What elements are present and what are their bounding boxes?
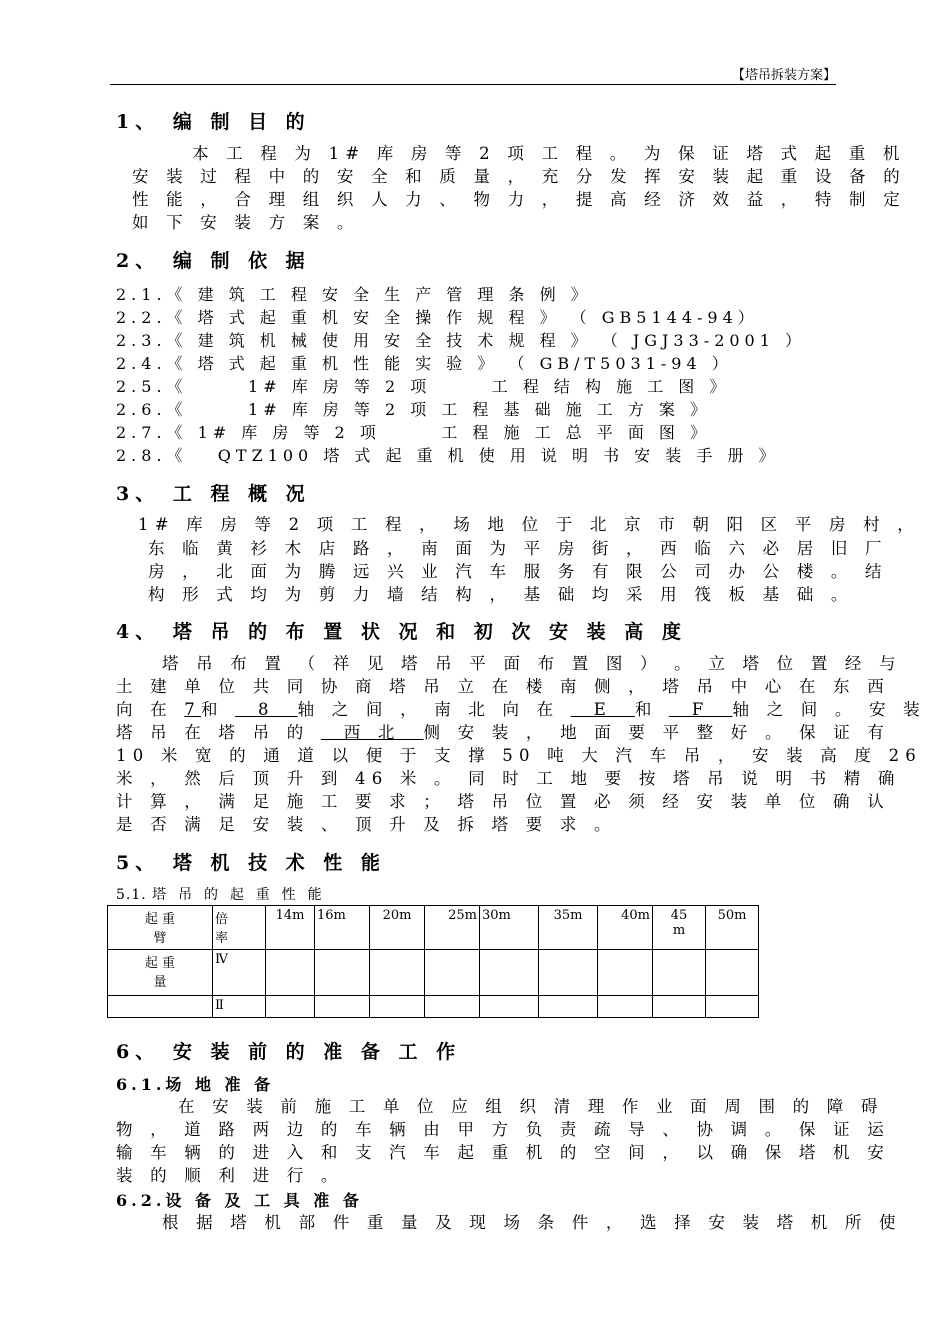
s3-line-4: 构 形 式 均 为 剪 力 墙 结 构 ， 基 础 均 采 用 筏 板 基 础 。 — [148, 585, 854, 604]
s6-p1-line-1: 在 安 装 前 施 工 单 位 应 组 织 清 理 作 业 面 周 围 的 障 碍 — [178, 1097, 884, 1116]
section-6-title: 6、 安 装 前 的 准 备 工 作 — [116, 1041, 462, 1063]
page-header: 【塔吊拆装方案】 — [110, 64, 836, 85]
s4-line-8: 是 否 满 足 安 装 、 顶 升 及 拆 塔 要 求 。 — [116, 815, 617, 834]
table-header-cell: 50m — [706, 906, 759, 950]
s6-p2-line-1: 根 据 塔 机 部 件 重 量 及 现 场 条 件 ， 选 择 安 装 塔 机 所 使 — [162, 1213, 902, 1232]
s6-p1-line-3: 输 车 辆 的 进 入 和 支 汽 车 起 重 机 的 空 间 ， 以 确 保 塔 机 安 — [116, 1143, 890, 1162]
s6-sub-1: 6.1.场 地 准 备 — [116, 1075, 275, 1094]
basis-item: 2.1.《 建 筑 工 程 安 全 生 产 管 理 条 例 》 — [116, 285, 592, 304]
table-header-cell: 20m — [370, 906, 425, 950]
s1-line-3: 性 能 ， 合 理 组 织 人 力 、 物 力 ， 提 高 经 济 效 益 ， 特 制 定 — [132, 190, 906, 209]
table-header-cell: 30m — [480, 906, 539, 950]
lifting-performance-table — [107, 905, 759, 1018]
s4-line-5: 10 米 宽 的 通 道 以 便 于 支 撑 50 吨 大 汽 车 吊 ， 安 装 高 度 26 — [116, 746, 922, 765]
s6-p1-line-2: 物 ， 道 路 两 边 的 车 辆 由 甲 方 负 责 疏 导 、 协 调 。 保 证 运 — [116, 1120, 890, 1139]
s5-subtitle: 5.1. 塔 吊 的 起 重 性 能 — [116, 887, 323, 903]
s4-line-1: 塔 吊 布 置 （ 祥 见 塔 吊 平 面 布 置 图 ） 。 立 塔 位 置 经 与 — [162, 654, 902, 673]
s4-line-7: 计 算 ， 满 足 施 工 要 求 ； 塔 吊 位 置 必 须 经 安 装 单 位 确 认 — [116, 792, 890, 811]
s4-line-4: 塔 吊 在 塔 吊 的 西 北 侧 安 装 ， 地 面 要 平 整 好 。 保 证 有 — [116, 723, 891, 742]
table-header-cell: 起 重 臂 — [108, 906, 213, 950]
section-3-title: 3、 工 程 概 况 — [116, 483, 311, 505]
s4-line-3: 向 在 7和 8 轴 之 间 ， 南 北 向 在 E 和 F 轴 之 间 。 安 装 — [116, 700, 926, 719]
s3-line-2: 东 临 黄 衫 木 店 路 ， 南 面 为 平 房 街 ， 西 临 六 必 居 旧 厂 — [148, 539, 888, 558]
basis-item: 2.2.《 塔 式 起 重 机 安 全 操 作 规 程 》 （ GB5144-94） — [116, 308, 759, 327]
basis-item: 2.3.《 建 筑 机 械 使 用 安 全 技 术 规 程 》 （ JGJ33-2001 ） — [116, 331, 807, 350]
table-header-cell: 40m — [598, 906, 653, 950]
section-1-title: 1、 编 制 目 的 — [116, 111, 311, 133]
table-header-cell: 14m — [266, 906, 315, 950]
table-rate-cell: Ⅱ — [213, 996, 266, 1018]
s6-p1-line-4: 装 的 顺 利 进 行 。 — [116, 1166, 344, 1185]
basis-item: 2.7.《 1# 库 房 等 2 项 工 程 施 工 总 平 面 图 》 — [116, 423, 712, 442]
s1-line-4: 如 下 安 装 方 案 。 — [132, 213, 360, 232]
basis-item: 2.5.《 1# 库 房 等 2 项 工 程 结 构 施 工 图 》 — [116, 377, 731, 396]
table-header-cell: 倍 率 — [213, 906, 266, 950]
section-5-title: 5、 塔 机 技 术 性 能 — [116, 852, 386, 874]
table-header-cell: 45 m — [653, 906, 706, 950]
s1-line-1: 本 工 程 为 1# 库 房 等 2 项 工 程 。 为 保 证 塔 式 起 重 机 — [192, 144, 906, 163]
table-header-cell: 25m — [425, 906, 480, 950]
table-rate-cell: Ⅳ — [213, 950, 266, 996]
table-header-cell: 35m — [539, 906, 598, 950]
s4-line-2: 土 建 单 位 共 同 协 商 塔 吊 立 在 楼 南 侧 ， 塔 吊 中 心 在 东 西 — [116, 677, 890, 696]
section-4-title: 4、 塔 吊 的 布 置 状 况 和 初 次 安 装 高 度 — [116, 621, 687, 643]
s6-sub-2: 6.2.设 备 及 工 具 准 备 — [116, 1191, 363, 1210]
section-2-title: 2、 编 制 依 据 — [116, 250, 311, 272]
table-header-cell: 16m — [315, 906, 370, 950]
basis-item: 2.8.《 QTZ100 塔 式 起 重 机 使 用 说 明 书 安 装 手 册 》 — [116, 446, 780, 465]
s3-line-3: 房 ， 北 面 为 腾 远 兴 业 汽 车 服 务 有 限 公 司 办 公 楼 。 结 — [148, 562, 888, 581]
s3-line-1: 1# 库 房 等 2 项 工 程 ， 场 地 位 于 北 京 市 朝 阳 区 平 房 村 ， — [138, 515, 920, 534]
table-row-label: 起 重 量 — [108, 950, 213, 996]
s4-line-6: 米 ， 然 后 顶 升 到 46 米 。 同 时 工 地 要 按 塔 吊 说 明 书 精 确 — [116, 769, 901, 788]
basis-item: 2.4.《 塔 式 起 重 机 性 能 实 验 》 （ GB/T5031-94 ） — [116, 354, 733, 373]
basis-item: 2.6.《 1# 库 房 等 2 项 工 程 基 础 施 工 方 案 》 — [116, 400, 712, 419]
s1-line-2: 安 装 过 程 中 的 安 全 和 质 量 ， 充 分 发 挥 安 装 起 重 设 备 的 — [132, 167, 906, 186]
